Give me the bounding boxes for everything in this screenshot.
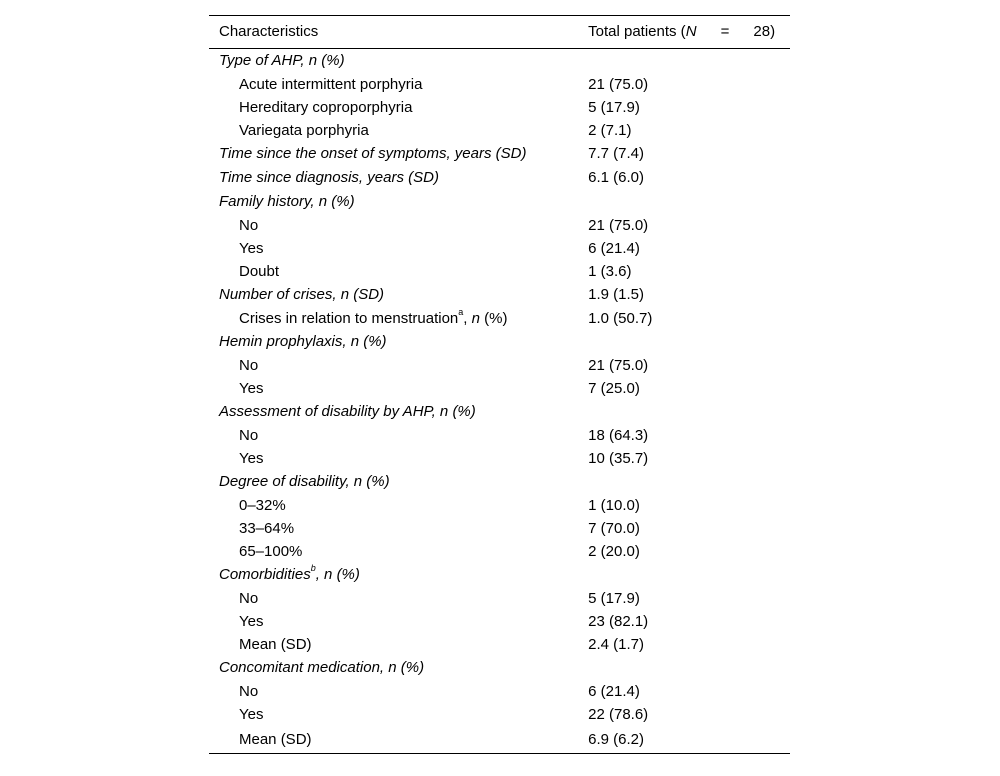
row-label-text: No: [239, 589, 259, 607]
row-value: 7 (70.0): [588, 519, 640, 537]
category-row: [209, 470, 790, 494]
row-value: 6 (21.4): [588, 239, 640, 257]
row-value: [588, 400, 790, 424]
row-value: 23 (82.1): [588, 612, 649, 630]
row-value: 1 (10.0): [588, 496, 640, 514]
row-label: [209, 540, 588, 563]
row-label-text: Assessment of disability by AHP, n (%): [219, 403, 476, 420]
row-value: [588, 49, 790, 74]
category-label: [209, 400, 588, 424]
row-value: 1.9 (1.5): [588, 286, 644, 303]
row-label-text: Concomitant medication, n (%): [219, 659, 425, 676]
row-label: Crises in relation to menstruation$^a$, n (%): [239, 306, 508, 327]
row-label-text: Comorbidities: [219, 566, 311, 583]
table-row: [209, 680, 790, 703]
row-label: [209, 260, 588, 283]
table-row: [209, 517, 790, 540]
header-total-patients-text: [588, 23, 775, 41]
table-row: [209, 447, 790, 470]
row-label-text: Family history, n (%): [219, 193, 355, 210]
row-label-text: Degree of disability, n (%): [219, 473, 390, 490]
row-label: [209, 703, 588, 726]
row-label: [209, 96, 588, 119]
row-label-text: Yes: [239, 239, 264, 257]
table-row: [209, 377, 790, 400]
header-n-value: 28): [753, 23, 776, 40]
table-row: [209, 587, 790, 610]
table-row: [209, 354, 790, 377]
row-label: [209, 377, 588, 400]
row-value: [588, 563, 790, 587]
category-row: [209, 330, 790, 354]
row-value: 6.9 (6.2): [588, 726, 790, 754]
row-value: 1 (3.6): [588, 262, 632, 280]
row-value: [588, 656, 790, 680]
row-label: [209, 119, 588, 142]
category-row: [209, 190, 790, 214]
row-label: [209, 633, 588, 656]
row-label-text: Hereditary coproporphyria: [239, 98, 413, 116]
table-row: [209, 237, 790, 260]
table-row: [209, 610, 790, 633]
table-row: [209, 726, 790, 754]
table-header: [209, 16, 790, 49]
row-label-text: Variegata porphyria: [239, 121, 369, 139]
category-label: [209, 656, 588, 680]
row-label: [209, 587, 588, 610]
row-label-text: Time since the onset of symptoms, years (SD): [219, 145, 527, 162]
row-label: [209, 447, 588, 470]
header-characteristics: Characteristics: [209, 16, 588, 49]
row-value: 10 (35.7): [588, 449, 649, 467]
table-row: [209, 633, 790, 656]
category-row: [209, 166, 790, 190]
category-row: [209, 49, 790, 74]
row-label-text: Acute intermittent porphyria: [239, 75, 423, 93]
row-value: 22 (78.6): [588, 705, 649, 723]
table-row: [209, 260, 790, 283]
category-label: [209, 330, 588, 354]
row-value: [588, 330, 790, 354]
row-label-text: Mean (SD): [239, 635, 312, 653]
row-label-text: Yes: [239, 379, 264, 397]
table-row: [209, 424, 790, 447]
row-label: [209, 354, 588, 377]
row-label-text: No: [239, 426, 259, 444]
category-label: [209, 166, 588, 190]
row-label: [209, 610, 588, 633]
row-label-text: Yes: [239, 705, 264, 723]
footnote-marker: b: [310, 563, 316, 573]
label-suffix: , n (%): [315, 566, 360, 583]
table-row: [209, 119, 790, 142]
row-value: 6.1 (6.0): [588, 169, 644, 186]
category-label: [209, 283, 588, 307]
row-label-text: Number of crises, n (SD): [219, 286, 385, 303]
category-label: [209, 49, 588, 74]
row-label-text: Type of AHP, n (%): [219, 52, 345, 69]
characteristics-table-container: [209, 15, 790, 754]
table-row: [209, 214, 790, 237]
row-value: 18 (64.3): [588, 426, 649, 444]
row-label: [209, 424, 588, 447]
row-label: [209, 726, 588, 754]
row-value: 2 (20.0): [588, 542, 640, 560]
row-label-text: No: [239, 356, 259, 374]
row-label: [209, 517, 588, 540]
category-row: [209, 563, 790, 587]
category-row: [209, 656, 790, 680]
n-symbol: n: [471, 309, 480, 327]
row-value: 7 (25.0): [588, 379, 640, 397]
category-label: [209, 190, 588, 214]
row-label: [209, 73, 588, 96]
table-row: [209, 307, 790, 330]
row-value: [588, 470, 790, 494]
row-label-text: Crises in relation to menstruation: [239, 309, 459, 327]
row-value: 5 (17.9): [588, 98, 640, 116]
row-value: 1.0 (50.7): [588, 309, 653, 327]
header-total-prefix: [588, 23, 696, 41]
table-body: [209, 49, 790, 754]
header-total-patients: [588, 16, 790, 49]
row-value: 5 (17.9): [588, 589, 640, 607]
row-label: [209, 680, 588, 703]
row-value: [588, 190, 790, 214]
category-row: [209, 142, 790, 166]
category-label: [209, 470, 588, 494]
header-n-symbol: N: [685, 23, 697, 40]
label-suffix: (%): [479, 309, 508, 327]
row-label-text: No: [239, 216, 259, 234]
row-label: [209, 494, 588, 517]
row-label-text: 0–32%: [239, 496, 286, 514]
row-value: 7.7 (7.4): [588, 145, 644, 162]
category-row: [209, 400, 790, 424]
row-label-text: Mean (SD): [239, 730, 312, 748]
header-equals: =: [720, 23, 730, 40]
table-row: [209, 96, 790, 119]
row-value: 2 (7.1): [588, 121, 632, 139]
header-row: [209, 16, 790, 49]
row-label-text: Time since diagnosis, years (SD): [219, 169, 439, 186]
row-label: [209, 237, 588, 260]
row-value: 21 (75.0): [588, 356, 649, 374]
row-label-text: Hemin prophylaxis, n (%): [219, 333, 387, 350]
row-label-text: 33–64%: [239, 519, 295, 537]
row-label-text: No: [239, 682, 259, 700]
category-label: [209, 563, 588, 587]
row-value: 2.4 (1.7): [588, 635, 644, 653]
row-label-text: Yes: [239, 612, 264, 630]
category-label: [209, 142, 588, 166]
row-label-text: Yes: [239, 449, 264, 467]
header-prefix-text: Total patients (: [588, 23, 686, 40]
category-row: [209, 283, 790, 307]
row-label: [209, 214, 588, 237]
row-label-text: Doubt: [239, 262, 280, 280]
footnote-marker: a: [458, 306, 464, 317]
row-value: 21 (75.0): [588, 75, 649, 93]
row-value: 21 (75.0): [588, 216, 649, 234]
row-label-text: 65–100%: [239, 542, 303, 560]
row-value: 6 (21.4): [588, 682, 640, 700]
table-row: [209, 494, 790, 517]
characteristics-table: [209, 15, 790, 754]
table-row: [209, 73, 790, 96]
table-row: [209, 540, 790, 563]
table-row: [209, 703, 790, 726]
